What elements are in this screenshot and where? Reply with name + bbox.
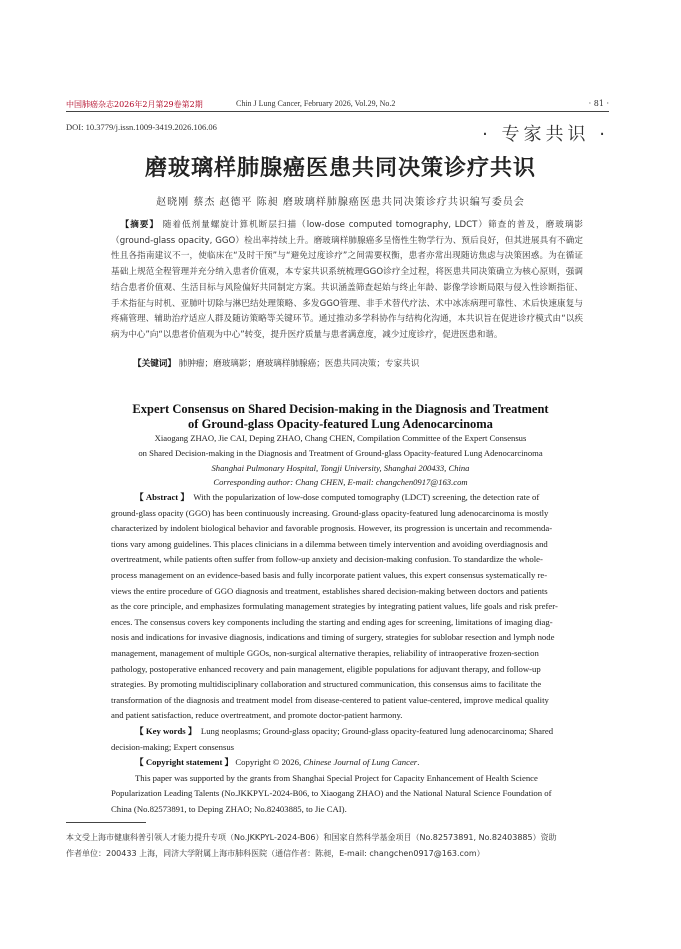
affiliation-en: Shanghai Pulmonary Hospital, Tongji University, Shanghai 200433, China	[211, 463, 470, 473]
title-cn: 磨玻璃样肺腺癌医患共同决策诊疗共识	[144, 156, 536, 181]
abstract-en-line: as the core principle, and emphasizes formulating management strategies by integrating patient values, life goals and risk prefer-	[111, 601, 558, 612]
keywords-cn-label: 【关键词】	[133, 359, 176, 369]
abstract-en-line: transformation of the diagnosis and treatment model from disease-centered to patient value-centered, improve medical quality	[111, 694, 549, 705]
abstract-en-line: ences. The consensus covers key components including the starting and ending ages for screening, limitations of imaging diag-	[111, 616, 553, 627]
abstract-en-line: strategies. By promoting multidisciplinary collaboration and structured communication, this consensus aims to facilitate the	[111, 679, 542, 690]
column-label: · 专家共识 ·	[482, 124, 609, 145]
authors-en-line: Xiaogang ZHAO, Jie CAI, Deping ZHAO, Chang CHEN, Compilation Committee of the Expert Consensus	[154, 433, 527, 443]
abstract-en	[111, 490, 583, 817]
abstract-cn-text: 随着低剂量螺旋计算机断层扫描（low-dose computed tomography, LDCT）筛查的普及，磨玻璃影（ground-glass opacity, GGO）检出率持续上升。磨玻璃样肺腺癌多呈惰性生物学行为、预后良好，但其进展具有不确定性且各指南建议不一，使临床在“及时干预”与“避免过度诊疗”之间需要权衡，患者亦常出现随访焦虑与决策困惑。为在循证基础上规范全程管理并充分纳入患者价值观，本专家共识系统梳理GGO诊疗全过程，将医患共同决策确立为核心原则，强调结合患者价值观、生活目标与风险偏好共同制定方案。共识涵盖筛查起始与终止年龄、影像学诊断局限与侵入性诊断指征、手术指征与时机、亚肺叶切除与淋巴结处理策略、多发GGO管理、非手术替代疗法、术中冰冻病理可靠性、术后快速康复与疼痛管理、辅助治疗适应人群及随访策略等关键环节。通过推动多学科协作与结构化沟通，本共识旨在促进诊疗模式由“以疾病为中心”向“以患者价值观为中心”转变，提升医疗质量与患者满意度，减少过度诊疗，促进医患和谐。	[111, 220, 584, 340]
doi: DOI: 10.3779/j.issn.1009-3419.2026.106.06	[66, 122, 217, 132]
abstract-en-line: nosis and indications for invasive diagnosis, indications and timing of surgery, strategies for sublobar resection and lymph node	[111, 632, 555, 643]
footnote-affiliation: 作者单位：200433 上海，同济大学附属上海市肺科医院（通信作者：陈昶，E-mail: changchen0917@163.com）	[66, 849, 485, 858]
header-divider	[66, 111, 609, 112]
keywords-cn	[133, 357, 419, 369]
funding-line: This paper was supported by the grants from Shanghai Special Project for Capacity Enhancement of Health Science	[135, 772, 538, 783]
page-number: · 81 ·	[588, 99, 609, 108]
abstract-en-line: management, management of multiple GGOs, non-surgical alternative therapies, reliability of intraoperative frozen-section	[111, 647, 539, 658]
abstract-en-label: 【 Abstract 】	[135, 492, 190, 502]
abstract-en-line: pathology, postoperative enhanced recovery and pain management, eligible populations for adjuvant therapy, and follow-up	[111, 663, 541, 674]
abstract-en-line: views the entire procedure of GGO diagnosis and treatment, establishes shared decision-making between doctors and patients	[111, 585, 548, 596]
copyright-label: 【 Copyright statement 】	[135, 757, 234, 768]
funding-line: Popularization Leading Talents (No.JKKPYL-2024-B06, to Xiaogang ZHAO) and the National Natural Science Foundation of	[111, 788, 552, 799]
abstract-en-line: and patient satisfaction, reduce overtreatment, and promote doctor-patient harmony.	[111, 710, 403, 721]
abstract-en-line: process management on an evidence-based basis and fully incorporate patient values, this expert consensus systematically re-	[111, 569, 548, 580]
authors-cn: 赵晓刚 蔡杰 赵德平 陈昶 磨玻璃样肺腺癌医患共同决策诊疗共识编写委员会	[156, 197, 525, 208]
keywords-en-line: 【 Key words 】 Lung neoplasms; Ground-glass opacity; Ground-glass opacity-featured lung adenocarcinoma; Shared	[135, 725, 554, 736]
footnote-divider	[66, 822, 146, 823]
journal-name-cn: 中国肺癌杂志2026年2月第29卷第2期	[66, 100, 203, 109]
abstract-cn	[111, 218, 583, 344]
keywords-en-line: decision-making; Expert consensus	[111, 741, 235, 752]
title-en-line: of Ground-glass Opacity-featured Lung Adenocarcinoma	[188, 417, 493, 431]
authors-en-line: on Shared Decision-making in the Diagnosis and Treatment of Ground-glass Opacity-featured Lung Adenocarcinoma	[138, 448, 543, 458]
copyright-statement: 【 Copyright statement 】 Copyright © 2026, Chinese Journal of Lung Cancer.	[135, 757, 420, 768]
corresponding-author: Corresponding author: Chang CHEN, E-mail: changchen0917@163.com	[213, 477, 468, 487]
footnote-funding: 本文受上海市健康科普引领人才能力提升专项（No.JKKPYL-2024-B06）和国家自然科学基金项目（No.82573891, No.82403885）资助	[66, 833, 557, 842]
funding-line: China (No.82573891, to Deping ZHAO; No.82403885, to Jie CAI).	[111, 803, 347, 814]
abstract-en-line: tions vary among guidelines. This places clinicians in a dilemma between timely intervention and avoiding overdiagnosis and	[111, 538, 548, 549]
title-en-line: Expert Consensus on Shared Decision-making in the Diagnosis and Treatment	[132, 402, 549, 416]
abstract-en-line: ground-glass opacity (GGO) has been continuously increasing. Ground-glass opacity-featured lung adenocarcinoma is mostly	[111, 507, 549, 518]
journal-name-en: Chin J Lung Cancer, February 2026, Vol.29, No.2	[236, 99, 396, 108]
title-en	[0, 402, 681, 432]
abstract-en-line: characterized by indolent biological behavior and favorable prognosis. However, its progression is uncertain and recommenda-	[111, 523, 553, 534]
abstract-en-line: overtreatment, while patients often suffer from follow-up anxiety and decision-making confusion. To standardize the whole-	[111, 554, 543, 565]
abstract-en-line: 【 Abstract 】 With the popularization of low-dose computed tomography (LDCT) screening, the detection rate of	[135, 492, 540, 502]
abstract-cn-label: 【摘要】	[119, 220, 159, 230]
keywords-cn-text: 肺肿瘤；磨玻璃影；磨玻璃样肺腺癌；医患共同决策；专家共识	[178, 359, 420, 369]
keywords-en-label: 【 Key words 】	[135, 725, 197, 736]
